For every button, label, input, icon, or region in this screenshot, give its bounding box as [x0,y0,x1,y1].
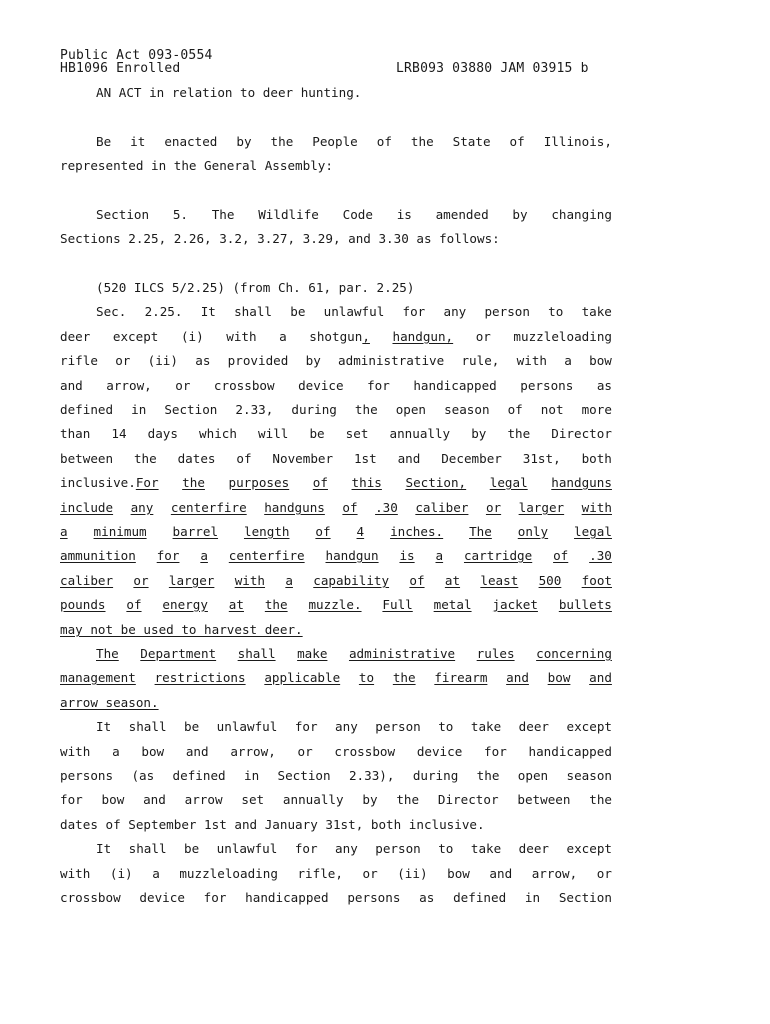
word: larger [168,573,215,588]
word: both [581,451,612,466]
word: and [506,670,529,685]
text-line [60,573,612,589]
text-run: represented in the General Assembly: [60,158,333,173]
word: by [362,792,378,807]
word: People [312,134,358,149]
word: by [236,134,252,149]
word: muzzleloading [179,866,278,881]
text-line [96,207,612,223]
word: The [96,646,119,661]
word: or [362,866,378,881]
word: bow [447,866,470,881]
word: more [581,402,612,417]
word: .30 [589,548,612,563]
word: shotgun, [309,329,370,344]
text-line [60,231,612,247]
word: handgun, [392,329,454,344]
word: any [443,304,467,319]
word: 2.25. [144,304,183,319]
word: Section [96,207,150,222]
word: shall [237,646,276,661]
word: rifle [60,353,98,368]
word: unlawful [216,719,278,734]
word: or [133,573,149,588]
word: arrow [184,792,223,807]
word: between [60,451,114,466]
word: It [200,304,216,319]
text-line [60,475,612,491]
word: Code [342,207,373,222]
word: as [195,353,211,368]
word: take [470,841,502,856]
word: caliber [415,500,469,515]
word: 2.33), [348,768,395,783]
inserted-text: arrow season. [60,695,159,710]
word: barrel [172,524,219,539]
word: set [241,792,265,807]
lrb-reference: LRB093 03880 JAM 03915 b [396,61,589,76]
word: any [130,500,154,515]
word: least [480,573,519,588]
word: handicapped [245,890,329,905]
text-line [60,695,612,711]
text-line [60,329,612,345]
word: Full [382,597,413,612]
word: season [444,402,490,417]
word: open [517,768,549,783]
word: crossbow [60,890,121,905]
word: of [236,451,252,466]
word: take [470,719,502,734]
word: to [548,304,564,319]
word: It [96,841,112,856]
word: open [395,402,427,417]
word: shall [128,841,167,856]
word: will [258,426,289,441]
word: with [60,744,91,759]
word: is [396,207,412,222]
word: and [143,792,166,807]
word: or [297,744,313,759]
word: jacket [492,597,538,612]
word: 14 [111,426,127,441]
word: unlawful [323,304,385,319]
word: take [581,304,612,319]
word: by [305,353,321,368]
word: and [185,744,209,759]
word: this [351,475,382,490]
word: the [476,768,500,783]
word: or [485,500,502,515]
word: by [471,426,487,441]
text-line [60,866,612,882]
word: of [312,475,328,490]
word: restrictions [154,670,246,685]
text-line [60,451,612,467]
word: the [507,426,531,441]
word: to [438,841,454,856]
word: persons [520,378,574,393]
word: deer [60,329,91,344]
word: bow [589,353,612,368]
word: Department [140,646,217,661]
word: person [484,304,530,319]
word: concerning [536,646,612,661]
word: defined [172,768,226,783]
text-line [60,158,612,174]
word: 2.33, [235,402,274,417]
word: for [294,841,318,856]
text-line [60,500,612,516]
text-line [96,304,612,320]
word: .30 [375,500,398,515]
word: 31st, [522,451,561,466]
word: or [175,378,191,393]
text-line [96,841,612,857]
word: Illinois, [543,134,612,149]
word: Be [96,134,112,149]
word: shall [234,304,273,319]
word: which [199,426,237,441]
word: as [596,378,612,393]
word: energy [162,597,208,612]
word: deer [518,719,550,734]
word: with [226,329,257,344]
word: (i) [180,329,204,344]
word: be [309,426,325,441]
word: with [234,573,266,588]
word: with [581,500,612,515]
word: be [290,304,306,319]
word: device [139,890,185,905]
word: handgun [325,548,379,563]
word: centerfire [170,500,247,515]
word: and [589,670,612,685]
word: and [60,378,83,393]
word: bow [141,744,165,759]
word: a [285,573,293,588]
word: muzzleloading [513,329,612,344]
word: unlawful [216,841,278,856]
word: not [540,402,564,417]
word: handicapped [413,378,497,393]
word: season [566,768,612,783]
text-line [60,378,612,394]
word: Sec. [96,304,127,319]
word: defined [60,402,114,417]
word: annually [389,426,451,441]
word: bow [547,670,571,685]
word: 1st [353,451,377,466]
word: device [416,744,463,759]
word: inches. [390,524,444,539]
word: administrative [338,353,445,368]
word: a [564,353,572,368]
word: administrative [348,646,456,661]
word: (i) [109,866,133,881]
word: except [566,841,612,856]
text-line [96,646,612,662]
word: in [243,768,260,783]
word: Wildlife [258,207,319,222]
word: Director [437,792,499,807]
word: muzzle. [308,597,362,612]
word: amended [435,207,489,222]
word: for [402,304,426,319]
word: a [200,548,208,563]
word: The [469,524,492,539]
word: bullets [558,597,612,612]
text-run: (520 ILCS 5/2.25) (from Ch. 61, par. 2.25) [96,280,415,295]
word: a [152,866,160,881]
text-line [60,670,612,686]
word: make [297,646,328,661]
word: is [399,548,415,563]
text-line [60,792,612,808]
word: as [419,890,435,905]
word: handguns [551,475,612,490]
word: cartridge [463,548,533,563]
word: than [60,426,91,441]
word: December [441,451,502,466]
word: ammunition [60,548,136,563]
word: metal [433,597,472,612]
word: of [509,134,525,149]
word: or [115,353,131,368]
word: defined [453,890,507,905]
word: during [291,402,337,417]
word: for [156,548,180,563]
word: and [397,451,421,466]
word: Section [558,890,612,905]
word: at [228,597,244,612]
word: Section, [405,475,467,490]
word: provided [227,353,289,368]
word: firearm [434,670,488,685]
word: days [147,426,178,441]
word: (ii) [147,353,178,368]
public-act-number: Public Act 093-0554 [60,48,213,63]
text-line [60,890,612,906]
text-line [60,353,612,369]
text-line [96,134,612,150]
text-line [96,280,612,296]
word: the [133,451,157,466]
word: The [211,207,235,222]
word: rules [476,646,515,661]
word: 4 [356,524,365,539]
text-line [60,548,612,564]
word: caliber [60,573,114,588]
word: the [354,402,378,417]
word: November [272,451,334,466]
word: of [376,134,392,149]
word: any [335,841,358,856]
word: of [409,573,425,588]
word: person [375,841,421,856]
word: of [126,597,142,612]
word: it [130,134,146,149]
word: a [279,329,287,344]
inserted-text: may not be used to harvest deer. [60,622,303,637]
word: during [412,768,459,783]
word: the [182,475,205,490]
word: to [438,719,454,734]
text-line [60,768,612,784]
word: or [596,866,612,881]
word: It [96,719,112,734]
word: capability [313,573,390,588]
word: persons [60,768,114,783]
text-line [60,426,612,442]
word: purposes [228,475,290,490]
word: (ii) [397,866,428,881]
word: applicable [264,670,341,685]
word: 500 [538,573,562,588]
word: the [392,670,416,685]
word: only [517,524,549,539]
word: for [60,792,83,807]
word: or [475,329,491,344]
word: any [335,719,358,734]
word: except [566,719,612,734]
word: inclusive.For [60,475,159,490]
text-line [60,817,612,833]
word: at [444,573,461,588]
word: device [298,378,344,393]
word: deer [518,841,550,856]
word: include [60,500,114,515]
text-line [60,744,612,760]
word: a [112,744,120,759]
word: be [184,841,200,856]
act-title: AN ACT in relation to deer hunting. [96,85,362,100]
word: the [589,792,612,807]
word: crossbow [334,744,396,759]
text-line [60,622,612,638]
word: dates [177,451,216,466]
word: in [524,890,541,905]
word: be [184,719,200,734]
word: a [60,524,68,539]
word: between [517,792,571,807]
word: to [358,670,375,685]
word: for [367,378,390,393]
word: Section [277,768,331,783]
word: handguns [264,500,325,515]
text-run: dates of September 1st and January 31st, both inclusive. [60,817,485,832]
text-line [60,597,612,613]
word: annually [282,792,344,807]
word: the [264,597,288,612]
word: length [243,524,290,539]
word: foot [581,573,612,588]
word: pounds [60,597,106,612]
word: of [553,548,569,563]
word: except [112,329,159,344]
word: enacted [164,134,218,149]
word: rifle, [297,866,343,881]
word: with [516,353,547,368]
word: of [315,524,331,539]
word: the [270,134,294,149]
word: bow [101,792,125,807]
word: and [489,866,513,881]
word: the [396,792,420,807]
word: Section [164,402,218,417]
bill-number: HB1096 Enrolled [60,61,181,76]
word: (as [131,768,155,783]
word: by [512,207,528,222]
word: for [294,719,318,734]
word: set [345,426,369,441]
word: management [60,670,136,685]
word: of [507,402,523,417]
word: legal [574,524,612,539]
word: handicapped [528,744,612,759]
word: crossbow [213,378,275,393]
word: of [342,500,358,515]
word: with [60,866,91,881]
word: arrow, [531,866,578,881]
word: changing [551,207,612,222]
word: arrow, [230,744,276,759]
word: centerfire [228,548,305,563]
word: persons [347,890,401,905]
word: Director [551,426,612,441]
text-line [60,402,612,418]
word: legal [489,475,528,490]
text-line [96,719,612,735]
text-run: Sections 2.25, 2.26, 3.2, 3.27, 3.29, and 3.30 as follows: [60,231,500,246]
word: for [484,744,507,759]
word: a [435,548,444,563]
word: the [410,134,434,149]
word: arrow, [106,378,152,393]
word: rule, [461,353,500,368]
word: 5. [172,207,188,222]
word: State [452,134,491,149]
word: person [375,719,421,734]
text-line [60,524,612,540]
word: in [131,402,147,417]
word: for [203,890,227,905]
word: shall [128,719,167,734]
word: larger [518,500,565,515]
word: minimum [93,524,147,539]
